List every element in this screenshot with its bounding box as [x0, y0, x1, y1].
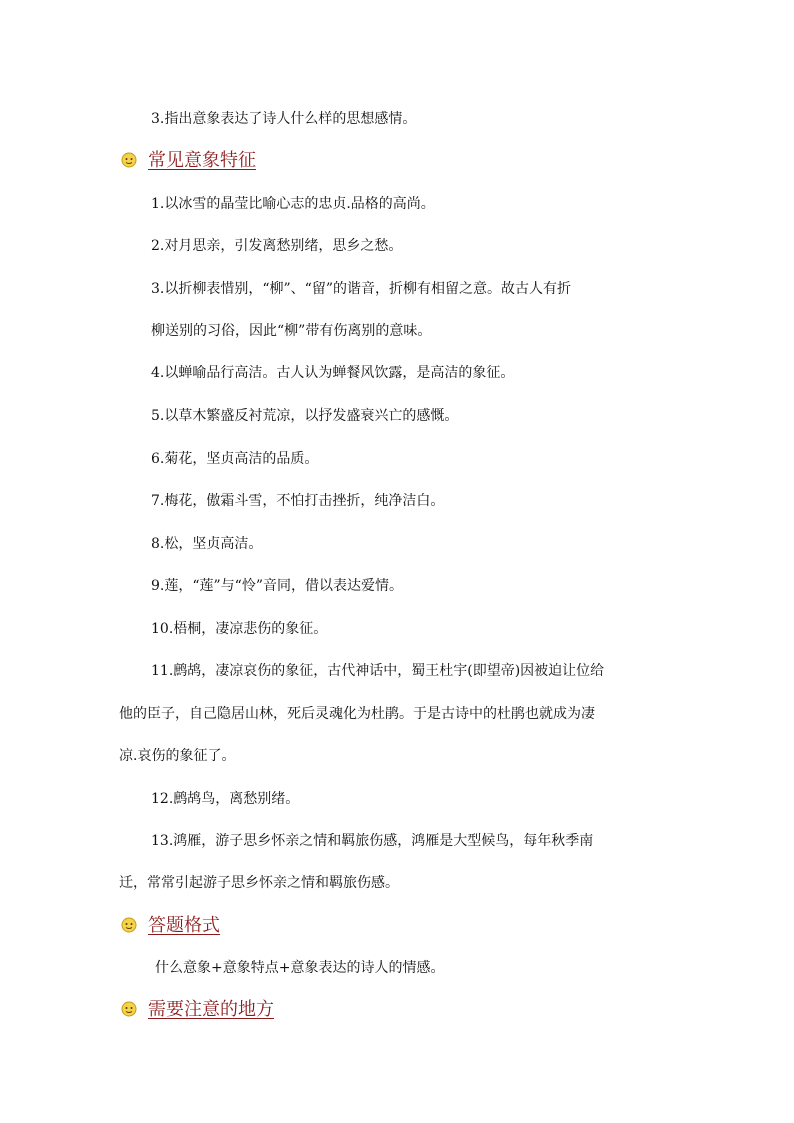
intro-item: 3.指出意象表达了诗人什么样的思想感情。 — [151, 111, 417, 127]
list-item: 1.以冰雪的晶莹比喻心志的忠贞.品格的高尚。 — [151, 196, 435, 212]
emoji-bullet-icon — [119, 998, 139, 1018]
emoji-bullet-icon — [119, 914, 139, 934]
list-item: 3.以折柳表惜别，“柳”、“留”的谐音，折柳有相留之意。故古人有折 — [151, 281, 571, 297]
section-title: 答题格式 — [148, 915, 220, 936]
list-item: 6.菊花，坚贞高洁的品质。 — [151, 451, 319, 467]
answer-format-text: 什么意象+意象特点+意象表达的诗人的情感。 — [155, 960, 445, 976]
list-item: 12.鹧鸪鸟，离愁别绪。 — [151, 791, 300, 807]
list-item-continuation: 凉.哀伤的象征了。 — [119, 748, 236, 764]
list-item: 10.梧桐，凄凉悲伤的象征。 — [151, 621, 328, 637]
list-item: 4.以蝉喻品行高洁。古人认为蝉餐风饮露，是高洁的象征。 — [151, 365, 515, 381]
list-item-continuation: 他的臣子，自己隐居山林，死后灵魂化为杜鹃。于是古诗中的杜鹃也就成为凄 — [119, 706, 595, 722]
list-item-continuation: 迁，常常引起游子思乡怀亲之情和羁旅伤感。 — [119, 875, 399, 891]
section-heading-common-imagery — [119, 146, 256, 172]
list-item: 5.以草木繁盛反衬荒凉，以抒发盛衰兴亡的感慨。 — [151, 408, 459, 424]
list-item: 9.莲，“莲”与“怜”音同，借以表达爱情。 — [151, 578, 403, 594]
section-title: 常见意象特征 — [148, 150, 256, 171]
section-heading-notes — [119, 995, 274, 1021]
list-item: 13.鸿雁，游子思乡怀亲之情和羁旅伤感，鸿雁是大型候鸟，每年秋季南 — [151, 833, 594, 849]
emoji-bullet-icon — [119, 149, 139, 169]
list-item-continuation: 柳送别的习俗，因此“柳”带有伤离别的意味。 — [151, 323, 432, 339]
section-heading-answer-format — [119, 911, 220, 937]
section-title: 需要注意的地方 — [148, 999, 274, 1020]
list-item: 11.鹧鸪，凄凉哀伤的象征，古代神话中，蜀王杜宇(即望帝)因被迫让位给 — [151, 663, 605, 679]
list-item: 7.梅花，傲霜斗雪，不怕打击挫折，纯净洁白。 — [151, 493, 445, 509]
list-item: 8.松，坚贞高洁。 — [151, 536, 263, 552]
list-item: 2.对月思亲，引发离愁别绪，思乡之愁。 — [151, 238, 403, 254]
